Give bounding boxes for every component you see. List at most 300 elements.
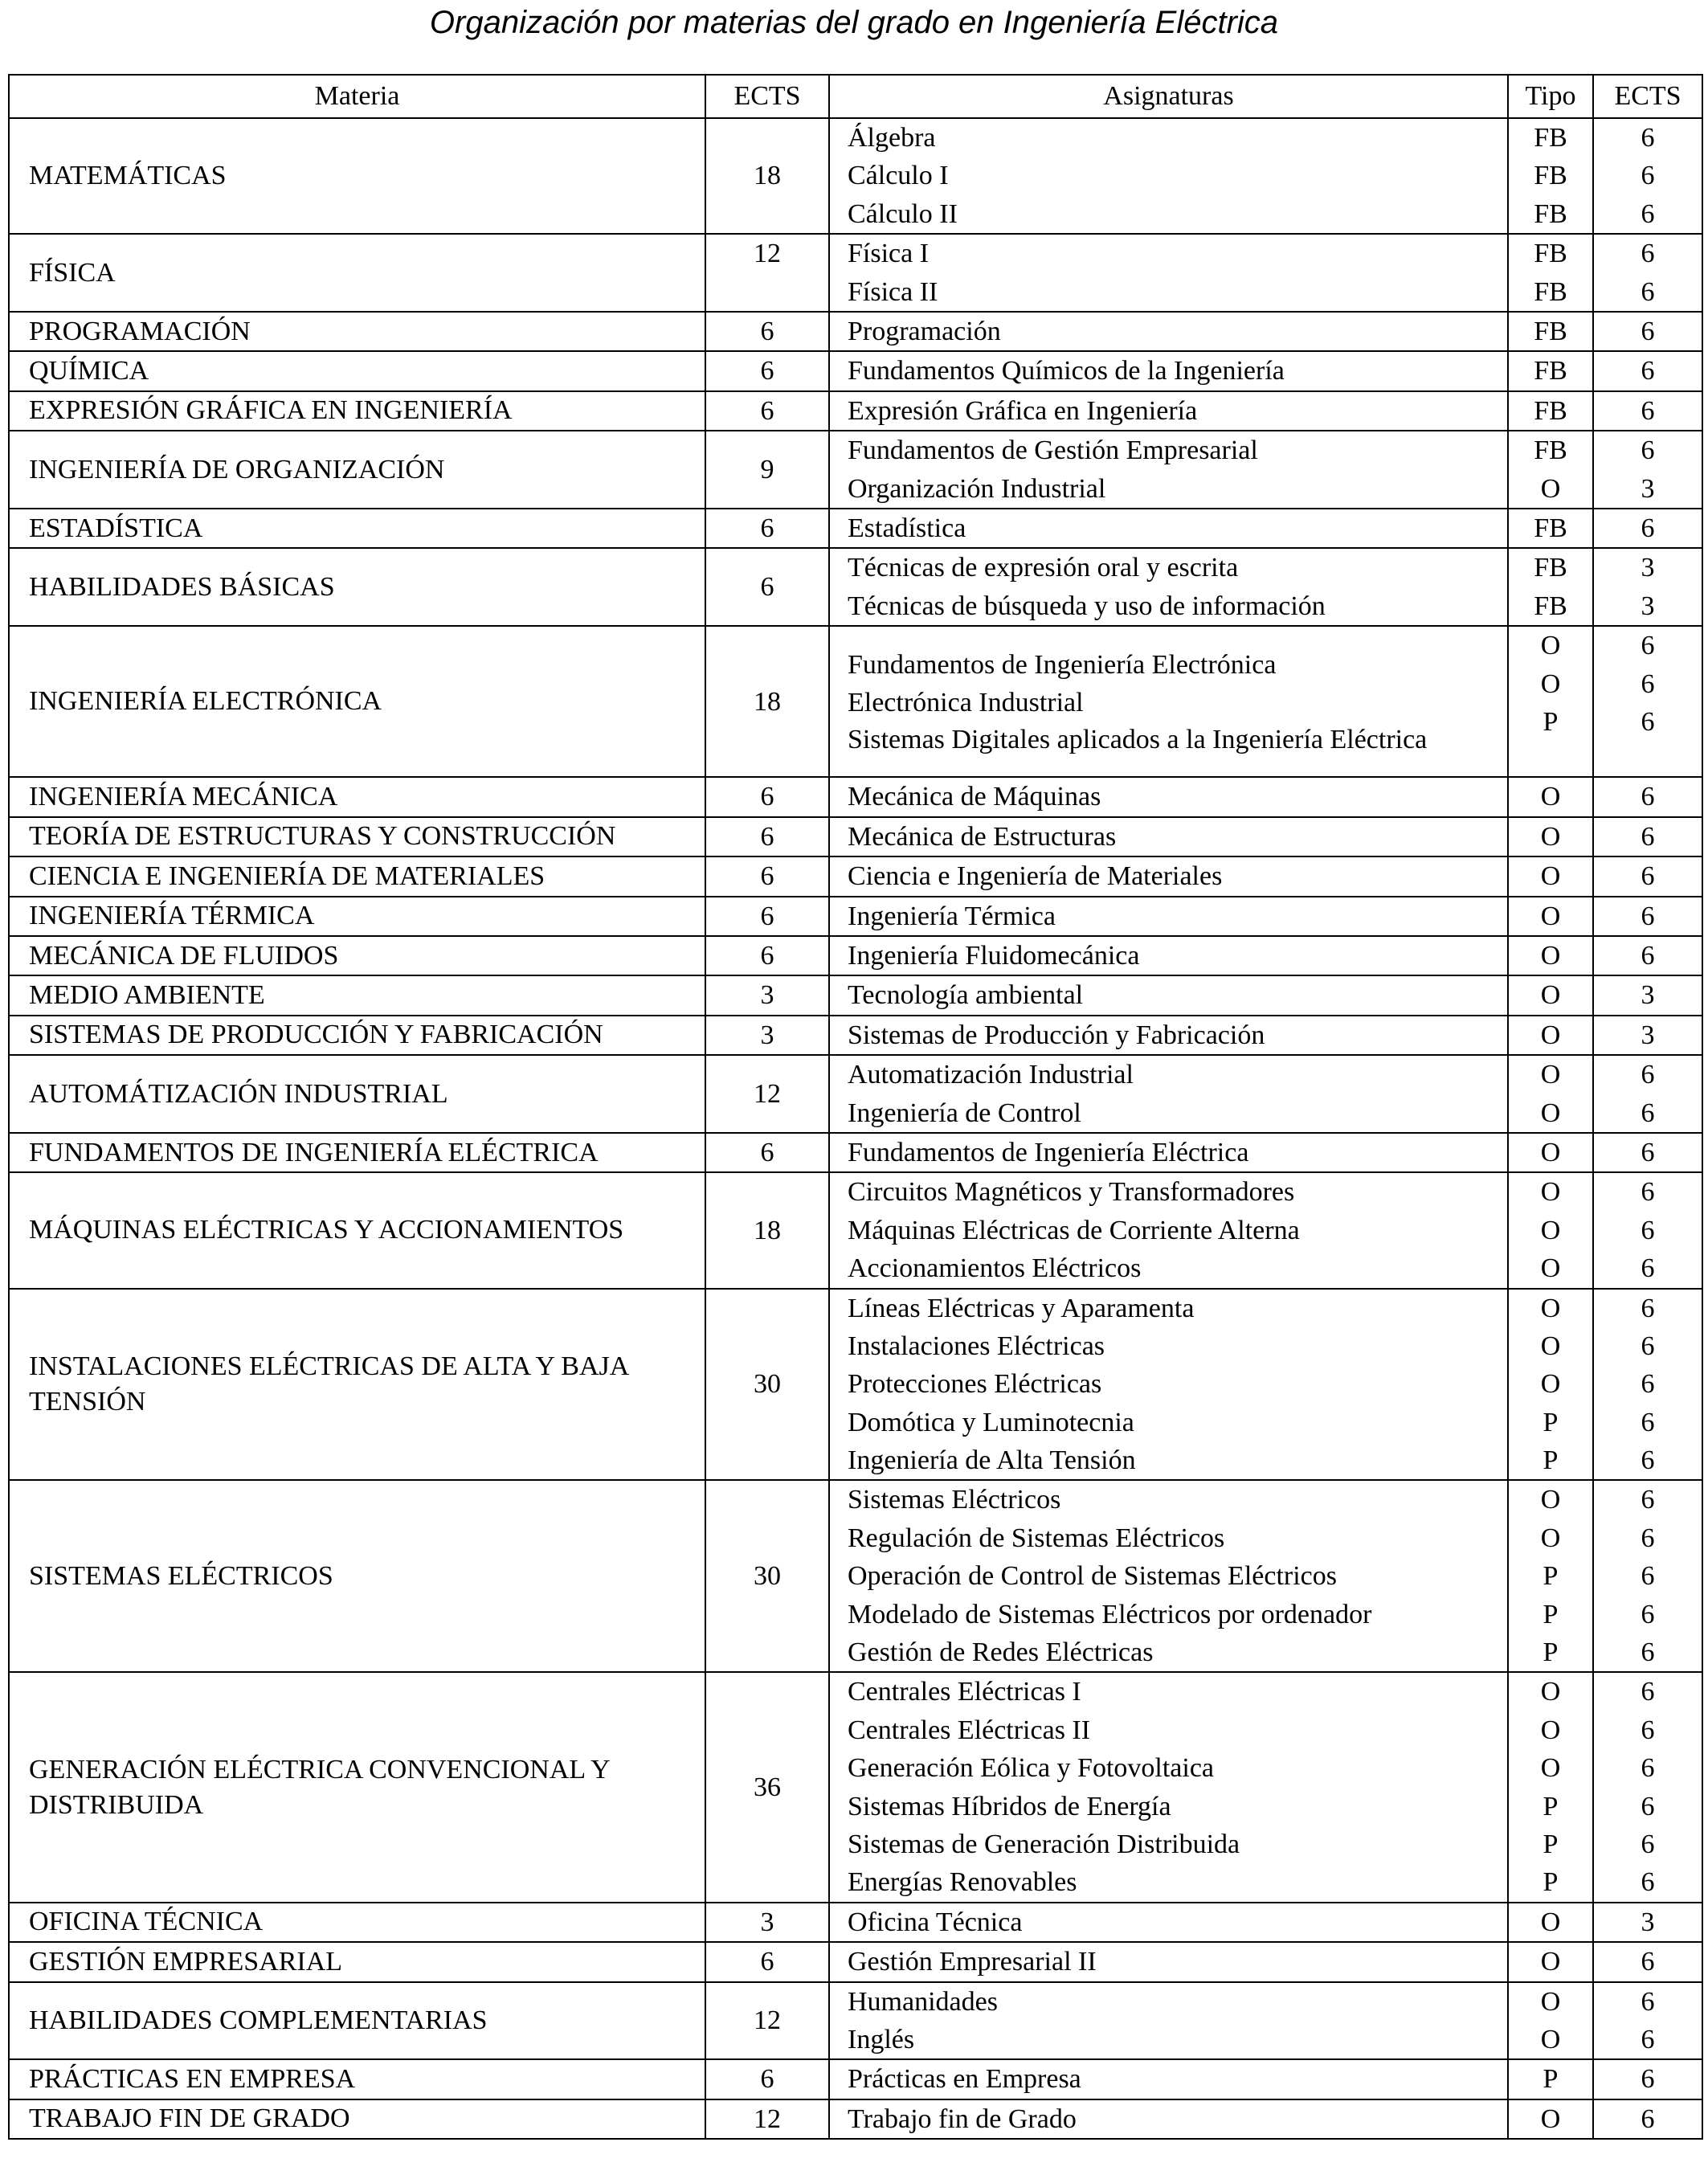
asignatura-ects: 6 [1641,435,1655,466]
asignatura-ects: 6 [1641,161,1655,191]
tipo-cell [1508,548,1593,626]
materia-ects-cell [705,897,829,936]
materia-ects-cell [705,1289,829,1481]
tipo-cell [1508,1480,1593,1672]
materia-ects-value: 6 [760,316,774,346]
materia-ects-cell [705,817,829,856]
materia-ects-cell [705,856,829,896]
asignatura-ects: 3 [1641,553,1655,583]
asignatura-ects: 6 [1641,1445,1655,1476]
table-row [9,312,1702,351]
subjects-table-container [8,74,1702,2140]
asignatura-tipo: O [1540,980,1561,1011]
asignatura-tipo: FB [1534,123,1567,153]
asignatura-ects: 6 [1641,2103,1655,2134]
table-row [9,1289,1702,1481]
asignatura-tipo: FB [1534,276,1567,307]
asignaturas-cell [829,431,1508,509]
asignatura-name: Mecánica de Máquinas [848,782,1101,812]
asignatura-tipo: P [1543,706,1559,737]
asignaturas-cell [829,351,1508,390]
asignatura-ects: 6 [1641,395,1655,426]
asignatura-ects: 6 [1641,1293,1655,1323]
materia-ects-value: 6 [760,901,774,931]
asignatura-name: Fundamentos de Gestión Empresarial [848,435,1258,466]
materia-cell: GESTIÓN EMPRESARIAL [9,1942,705,1981]
asignatura-name: Mecánica de Estructuras [848,821,1117,852]
header-tipo: Tipo [1508,75,1593,118]
asignatura-ects: 6 [1641,901,1655,931]
header-materia: Materia [9,75,705,118]
asignaturas-cell [829,1172,1508,1288]
asignatura-tipo: FB [1534,435,1567,466]
asignatura-ects: 3 [1641,1020,1655,1050]
asignatura-ects-cell [1593,2099,1702,2139]
tipo-cell [1508,2059,1593,2099]
asignatura-ects: 6 [1641,356,1655,386]
asignaturas-cell [829,509,1508,548]
materia-cell: INGENIERÍA ELECTRÓNICA [9,626,705,777]
header-ects-materia: ECTS [705,75,829,118]
materia-ects-value: 3 [760,1907,774,1937]
asignatura-ects: 6 [1641,1060,1655,1090]
materia-ects-value: 6 [760,513,774,543]
asignatura-name: Trabajo fin de Grado [848,2103,1077,2134]
asignatura-tipo: O [1540,861,1561,892]
materia-ects-cell [705,1982,829,2060]
tipo-cell [1508,897,1593,936]
materia-cell: MECÁNICA DE FLUIDOS [9,936,705,975]
asignatura-name: Técnicas de búsqueda y uso de información [848,591,1326,621]
asignatura-name: Fundamentos de Ingeniería Electrónica [848,649,1277,680]
table-row [9,1903,1702,1942]
asignatura-ects: 6 [1641,1369,1655,1400]
asignatura-name: Líneas Eléctricas y Aparamenta [848,1293,1195,1323]
asignatura-ects-cell [1593,1982,1702,2060]
materia-ects-value: 18 [754,1215,781,1245]
asignatura-ects-cell [1593,777,1702,816]
materia-ects-cell [705,118,829,234]
tipo-cell [1508,1289,1593,1481]
asignatura-name: Centrales Eléctricas I [848,1677,1081,1707]
asignatura-ects: 6 [1641,706,1655,737]
asignatura-tipo: O [1540,821,1561,852]
asignatura-name: Organización Industrial [848,473,1106,504]
asignaturas-cell [829,548,1508,626]
table-header-row [9,75,1702,118]
asignatura-ects-cell [1593,975,1702,1015]
materia-ects-cell [705,1942,829,1981]
asignatura-ects: 6 [1641,239,1655,269]
table-row [9,431,1702,509]
asignatura-name: Instalaciones Eléctricas [848,1331,1105,1361]
materia-cell: SISTEMAS ELÉCTRICOS [9,1480,705,1672]
asignatura-ects: 6 [1641,1561,1655,1592]
asignatura-tipo: O [1540,1523,1561,1553]
materia-ects-value: 12 [754,2005,781,2036]
asignatura-tipo: FB [1534,356,1567,386]
asignatura-name: Ciencia e Ingeniería de Materiales [848,861,1223,892]
materia-cell: HABILIDADES BÁSICAS [9,548,705,626]
asignatura-name: Sistemas Digitales aplicados a la Ingeniería Eléctrica [848,724,1428,754]
asignatura-ects: 6 [1641,198,1655,229]
tipo-cell [1508,431,1593,509]
asignaturas-cell [829,975,1508,1015]
asignaturas-cell [829,817,1508,856]
asignaturas-cell [829,1055,1508,1133]
tipo-cell [1508,1133,1593,1172]
table-row [9,1133,1702,1172]
materia-ects-cell [705,1480,829,1672]
asignatura-tipo: O [1540,2024,1561,2054]
asignatura-tipo: O [1540,1331,1561,1361]
asignatura-name: Automatización Industrial [848,1060,1134,1090]
asignatura-tipo: P [1543,1599,1559,1629]
asignatura-ects: 6 [1641,668,1655,699]
tipo-cell [1508,1982,1593,2060]
asignaturas-cell [829,2059,1508,2099]
asignatura-ects-cell [1593,312,1702,351]
table-row [9,1016,1702,1055]
asignatura-ects: 6 [1641,1098,1655,1128]
tipo-cell [1508,234,1593,312]
tipo-cell [1508,1672,1593,1902]
table-row [9,856,1702,896]
table-row [9,2059,1702,2099]
materia-ects-value: 6 [760,821,774,852]
asignatura-ects-cell [1593,1055,1702,1133]
materia-ects-cell [705,1055,829,1133]
asignatura-tipo: FB [1534,513,1567,543]
asignatura-ects: 6 [1641,2024,1655,2054]
asignatura-ects: 6 [1641,940,1655,971]
document-title: Organización por materias del grado en Ingeniería Eléctrica [429,5,1279,40]
materia-ects-cell [705,1133,829,1172]
materia-ects-cell [705,2059,829,2099]
asignatura-name: Técnicas de expresión oral y escrita [848,553,1239,583]
table-row [9,351,1702,390]
asignatura-ects-cell [1593,351,1702,390]
asignatura-tipo: O [1540,1098,1561,1128]
asignatura-ects-cell [1593,1672,1702,1902]
asignaturas-cell [829,312,1508,351]
asignatura-ects-cell [1593,1903,1702,1942]
table-row [9,2099,1702,2139]
tipo-cell [1508,509,1593,548]
asignatura-ects: 6 [1641,1177,1655,1208]
asignatura-tipo: P [1543,1791,1559,1821]
asignatura-ects: 3 [1641,980,1655,1011]
materia-cell: ESTADÍSTICA [9,509,705,548]
materia-ects-cell [705,312,829,351]
asignatura-ects-cell [1593,234,1702,312]
materia-ects-cell [705,1172,829,1288]
materia-ects-value: 3 [760,980,774,1011]
materia-ects-cell [705,975,829,1015]
tipo-cell [1508,118,1593,234]
materia-ects-value: 18 [754,686,781,717]
asignatura-ects: 6 [1641,1829,1655,1859]
tipo-cell [1508,936,1593,975]
materia-cell: INSTALACIONES ELÉCTRICAS DE ALTA Y BAJA TENSIÓN [9,1289,705,1481]
asignatura-ects: 6 [1641,1485,1655,1515]
tipo-cell [1508,391,1593,431]
asignatura-name: Fundamentos Químicos de la Ingeniería [848,356,1285,386]
asignaturas-cell [829,936,1508,975]
asignaturas-cell [829,1672,1508,1902]
asignatura-ects-cell [1593,118,1702,234]
asignaturas-cell [829,897,1508,936]
asignatura-ects: 6 [1641,1867,1655,1898]
asignatura-tipo: O [1540,940,1561,971]
materia-ects-cell [705,1672,829,1902]
tipo-cell [1508,1055,1593,1133]
materia-cell: TRABAJO FIN DE GRADO [9,2099,705,2139]
materia-cell: MEDIO AMBIENTE [9,975,705,1015]
materia-ects-value: 6 [760,1947,774,1977]
materia-cell: GENERACIÓN ELÉCTRICA CONVENCIONAL Y DISTRIBUIDA [9,1672,705,1902]
asignaturas-cell [829,1480,1508,1672]
asignatura-ects: 6 [1641,1523,1655,1553]
asignaturas-cell [829,626,1508,777]
asignatura-ects-cell [1593,897,1702,936]
asignatura-tipo: P [1543,2064,1559,2095]
asignaturas-cell [829,1982,1508,2060]
asignatura-tipo: P [1543,1867,1559,1898]
asignatura-ects: 6 [1641,1753,1655,1784]
spacer [1509,741,1592,776]
materia-ects-value: 6 [760,572,774,603]
asignatura-name: Energías Renovables [848,1867,1077,1898]
asignatura-tipo: FB [1534,395,1567,426]
asignatura-tipo: O [1540,2103,1561,2134]
materia-ects-cell [705,1016,829,1055]
materia-ects-cell [705,509,829,548]
asignatura-tipo: O [1540,1177,1561,1208]
materia-ects-cell [705,391,829,431]
asignaturas-cell [829,856,1508,896]
table-row [9,817,1702,856]
table-row [9,1942,1702,1981]
materia-ects-value: 30 [754,1369,781,1400]
materia-cell: PROGRAMACIÓN [9,312,705,351]
subjects-table [8,74,1703,2140]
spacer [1594,741,1702,776]
asignatura-ects: 6 [1641,1947,1655,1977]
asignatura-ects-cell [1593,936,1702,975]
tipo-cell [1508,626,1593,777]
asignatura-ects: 6 [1641,821,1655,852]
asignatura-tipo: FB [1534,591,1567,621]
asignatura-name: Humanidades [848,1986,998,2017]
materia-ects-value: 9 [760,454,774,484]
asignatura-name: Gestión Empresarial II [848,1947,1097,1977]
asignatura-name: Gestión de Redes Eléctricas [848,1637,1154,1668]
table-row [9,118,1702,234]
asignatura-ects: 6 [1641,861,1655,892]
asignatura-tipo: O [1540,1677,1561,1707]
materia-ects-value: 6 [760,940,774,971]
asignatura-tipo: O [1540,1060,1561,1090]
asignatura-name: Regulación de Sistemas Eléctricos [848,1523,1225,1553]
table-row [9,897,1702,936]
asignatura-tipo: O [1540,1485,1561,1515]
asignatura-tipo: FB [1534,239,1567,269]
asignaturas-cell [829,1903,1508,1942]
asignatura-tipo: O [1540,1020,1561,1050]
asignatura-name: Prácticas en Empresa [848,2064,1081,2095]
materia-ects-cell [705,777,829,816]
asignatura-name: Cálculo II [848,198,958,229]
asignatura-tipo: O [1540,1753,1561,1784]
asignatura-ects: 6 [1641,1715,1655,1745]
asignatura-ects: 6 [1641,1637,1655,1668]
materia-cell: INGENIERÍA TÉRMICA [9,897,705,936]
asignatura-name: Programación [848,316,1001,346]
asignatura-tipo: FB [1534,553,1567,583]
asignatura-name: Álgebra [848,123,936,153]
table-row [9,234,1702,312]
asignatura-ects-cell [1593,548,1702,626]
tipo-cell [1508,1016,1593,1055]
materia-cell: HABILIDADES COMPLEMENTARIAS [9,1982,705,2060]
asignatura-tipo: O [1540,782,1561,812]
asignatura-tipo: P [1543,1407,1559,1437]
asignatura-ects: 6 [1641,1331,1655,1361]
asignatura-name: Inglés [848,2024,915,2054]
asignatura-name: Ingeniería de Alta Tensión [848,1445,1136,1476]
asignatura-tipo: FB [1534,316,1567,346]
asignatura-tipo: O [1540,1986,1561,2017]
materia-ects-value: 6 [760,861,774,892]
tipo-cell [1508,2099,1593,2139]
tipo-cell [1508,1942,1593,1981]
asignaturas-cell [829,1289,1508,1481]
asignaturas-cell [829,118,1508,234]
asignaturas-cell [829,234,1508,312]
asignaturas-cell [829,1133,1508,1172]
asignatura-name: Protecciones Eléctricas [848,1369,1102,1400]
materia-ects-cell [705,1903,829,1942]
asignatura-ects: 6 [1641,1253,1655,1284]
asignatura-name: Generación Eólica y Fotovoltaica [848,1753,1214,1784]
asignaturas-cell [829,2099,1508,2139]
tipo-cell [1508,1903,1593,1942]
materia-ects-cell [705,431,829,509]
asignatura-ects-cell [1593,817,1702,856]
asignatura-ects: 6 [1641,1599,1655,1629]
table-body [9,118,1702,2139]
materia-ects-value: 12 [754,239,781,269]
table-row [9,1055,1702,1133]
asignatura-ects-cell [1593,1289,1702,1481]
asignatura-ects-cell [1593,2059,1702,2099]
header-asignaturas: Asignaturas [829,75,1508,118]
materia-ects-value: 12 [754,2103,781,2134]
materia-cell: EXPRESIÓN GRÁFICA EN INGENIERÍA [9,391,705,431]
materia-cell: INGENIERÍA MECÁNICA [9,777,705,816]
asignatura-name: Centrales Eléctricas II [848,1715,1091,1745]
asignatura-name: Sistemas de Generación Distribuida [848,1829,1240,1859]
tipo-cell [1508,1172,1593,1288]
asignatura-name: Ingeniería de Control [848,1098,1081,1128]
table-row [9,1982,1702,2060]
asignatura-name: Expresión Gráfica en Ingeniería [848,395,1198,426]
materia-cell: SISTEMAS DE PRODUCCIÓN Y FABRICACIÓN [9,1016,705,1055]
materia-ects-cell [705,2099,829,2139]
materia-ects-value: 12 [754,1078,781,1109]
asignatura-name: Domótica y Luminotecnia [848,1407,1134,1437]
asignatura-ects-cell [1593,1016,1702,1055]
table-row [9,509,1702,548]
table-row [9,936,1702,975]
materia-cell: QUÍMICA [9,351,705,390]
asignatura-tipo: FB [1534,161,1567,191]
tipo-cell [1508,975,1593,1015]
asignatura-tipo: O [1540,1293,1561,1323]
materia-ects-value: 30 [754,1561,781,1592]
asignatura-ects: 6 [1641,513,1655,543]
asignatura-name: Estadística [848,513,966,543]
asignatura-tipo: O [1540,1715,1561,1745]
asignatura-tipo: O [1540,473,1561,504]
asignatura-tipo: O [1540,1369,1561,1400]
materia-cell: MATEMÁTICAS [9,118,705,234]
header-ects-asignatura: ECTS [1593,75,1702,118]
asignatura-ects: 6 [1641,276,1655,307]
materia-ects-value: 6 [760,782,774,812]
table-row [9,391,1702,431]
table-row [9,1672,1702,1902]
asignatura-tipo: P [1543,1637,1559,1668]
materia-cell: PRÁCTICAS EN EMPRESA [9,2059,705,2099]
materia-ects-value: 6 [760,356,774,386]
tipo-cell [1508,856,1593,896]
asignatura-ects: 6 [1641,1137,1655,1167]
table-row [9,1172,1702,1288]
asignatura-ects-cell [1593,1942,1702,1981]
table-row [9,548,1702,626]
materia-ects-cell [705,351,829,390]
materia-cell: OFICINA TÉCNICA [9,1903,705,1942]
asignatura-name: Operación de Control de Sistemas Eléctricos [848,1561,1337,1592]
asignatura-tipo: P [1543,1561,1559,1592]
asignaturas-cell [829,1942,1508,1981]
asignaturas-cell [829,391,1508,431]
asignatura-ects-cell [1593,1133,1702,1172]
materia-ects-cell [705,626,829,777]
asignatura-ects: 6 [1641,1791,1655,1821]
table-row [9,626,1702,777]
materia-ects-value: 3 [760,1020,774,1050]
asignatura-name: Fundamentos de Ingeniería Eléctrica [848,1137,1249,1167]
asignatura-name: Cálculo I [848,161,949,191]
asignatura-ects: 6 [1641,316,1655,346]
asignatura-name: Sistemas Híbridos de Energía [848,1791,1171,1821]
asignatura-tipo: O [1540,1907,1561,1937]
asignatura-name: Sistemas Eléctricos [848,1485,1061,1515]
asignatura-name: Circuitos Magnéticos y Transformadores [848,1177,1295,1208]
tipo-cell [1508,351,1593,390]
asignatura-tipo: P [1543,1445,1559,1476]
materia-ects-value: 6 [760,1137,774,1167]
asignatura-name: Física I [848,239,930,269]
materia-cell: AUTOMÁTIZACIÓN INDUSTRIAL [9,1055,705,1133]
asignatura-ects: 3 [1641,591,1655,621]
table-row [9,1480,1702,1672]
asignatura-ects: 6 [1641,782,1655,812]
materia-ects-cell [705,548,829,626]
